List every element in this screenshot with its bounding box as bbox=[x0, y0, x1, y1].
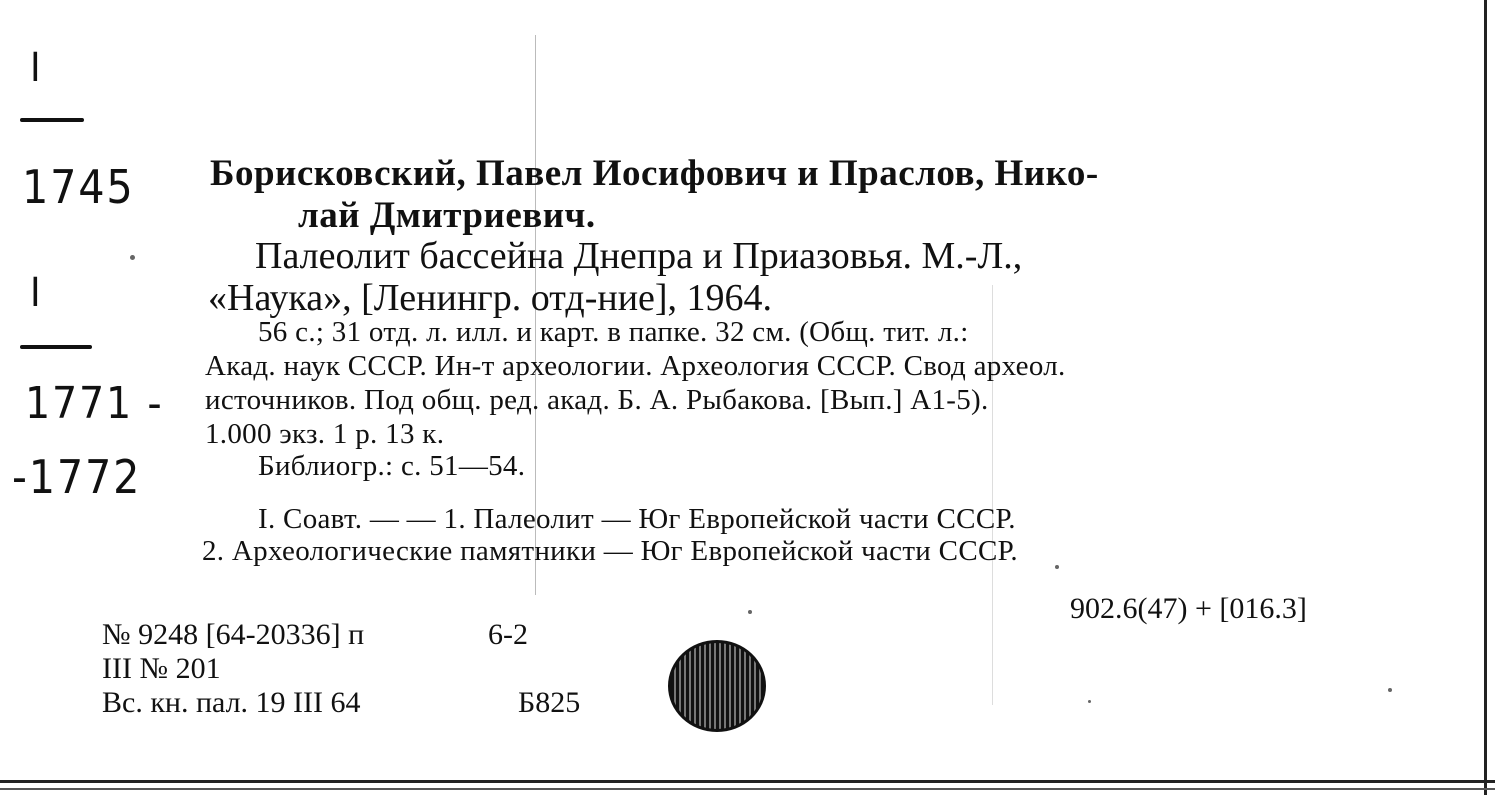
description-line4: 1.000 экз. 1 р. 13 к. bbox=[205, 418, 445, 450]
title-line1: Палеолит бассейна Днепра и Приазовья. М.-Л., bbox=[255, 235, 1023, 277]
author-heading-line1: Борисковский, Павел Иосифович и Праслов, Нико- bbox=[210, 153, 1099, 194]
call-number-line1: I bbox=[30, 45, 43, 91]
call-number-rule bbox=[20, 118, 84, 122]
footer-chamber-date: Вс. кн. пал. 19 III 64 bbox=[102, 686, 361, 719]
description-line1: 56 с.; 31 отд. л. илл. и карт. в папке. 32 см. (Общ. тит. л.: bbox=[258, 316, 969, 348]
footer-batch: Б825 bbox=[518, 686, 581, 719]
speck bbox=[130, 255, 135, 260]
call-number-line5: -1772 bbox=[12, 450, 142, 504]
author-heading-line2: лай Дмитриевич. bbox=[298, 195, 596, 236]
subject-tracings-line2: 2. Археологические памятники — Юг Европейской части СССР. bbox=[202, 535, 1018, 567]
call-number-line4: 1771 - bbox=[25, 378, 164, 429]
footer-code: 6-2 bbox=[488, 618, 528, 651]
title-line2: «Наука», [Ленингр. отд-ние], 1964. bbox=[208, 277, 773, 319]
scan-crease bbox=[992, 285, 993, 705]
call-number-line3: I bbox=[30, 270, 43, 316]
classification-number: 902.6(47) + [016.3] bbox=[1070, 592, 1307, 625]
footer-line2: III № 201 bbox=[102, 652, 221, 685]
call-number-rule bbox=[20, 345, 92, 349]
card-bottom-edge bbox=[0, 780, 1495, 783]
footer-record-number: № 9248 [64-20336] п bbox=[102, 618, 365, 651]
speck bbox=[748, 610, 752, 614]
card-bottom-edge-shadow bbox=[0, 788, 1495, 790]
subject-tracings-line1: I. Соавт. — — 1. Палеолит — Юг Европейской части СССР. bbox=[258, 503, 1016, 535]
speck bbox=[1388, 688, 1392, 692]
bibliography-note: Библиогр.: с. 51—54. bbox=[258, 450, 526, 482]
library-stamp-icon bbox=[668, 640, 766, 732]
call-number-line2: 1745 bbox=[22, 160, 135, 214]
card-right-edge bbox=[1484, 0, 1487, 795]
speck bbox=[1055, 565, 1059, 569]
description-line2: Акад. наук СССР. Ин-т археологии. Археология СССР. Свод археол. bbox=[205, 350, 1066, 382]
description-line3: источников. Под общ. ред. акад. Б. А. Рыбакова. [Вып.] А1-5). bbox=[205, 384, 989, 416]
speck bbox=[1088, 700, 1091, 703]
